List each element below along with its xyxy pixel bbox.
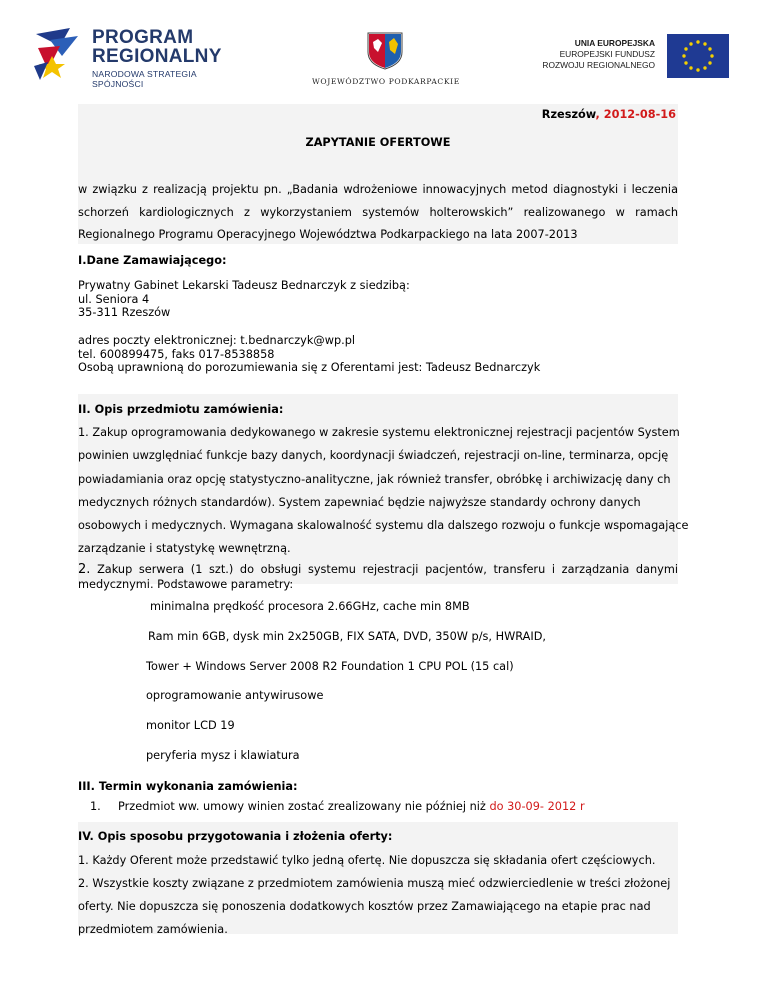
place-name: Rzeszów bbox=[541, 108, 596, 121]
wojewodztwo-caption: WOJEWÓDZTWO PODKARPACKIE bbox=[312, 77, 460, 86]
section2-p1-line: 1. Zakup oprogramowania dedykowanego w zakresie systemu elektronicznej rejestracji pacjentów System bbox=[78, 426, 680, 439]
section4-line: 2. Wszystkie koszty związane z przedmiotem zamówienia muszą mieć odzwierciedlenie w treści złożonej bbox=[78, 877, 671, 890]
section3-item-number: 1. bbox=[90, 800, 101, 813]
section2-p1-line: powinien uwzględniać funkcje bazy danych, koordynacji świadczeń, rejestracji on-line, terminarza, opcję bbox=[78, 449, 669, 462]
section3-heading: III. Termin wykonania zamówienia: bbox=[78, 780, 298, 793]
orderer-phone: tel. 600899475, faks 017-8538858 bbox=[78, 348, 275, 361]
wojewodztwo-logo bbox=[300, 30, 470, 90]
param-item: Ram min 6GB, dysk min 2x250GB, FIX SATA, DVD, 350W p/s, HWRAID, bbox=[148, 630, 546, 643]
section3-item-text: Przedmiot ww. umowy winien zostać zrealizowany nie później niż bbox=[118, 800, 490, 813]
intro-line-2: schorzeń kardiologicznych z wykorzystaniem systemów holterowskich” realizowanego w ramach bbox=[78, 206, 678, 219]
document-date bbox=[542, 107, 676, 122]
eu-logo bbox=[540, 34, 735, 78]
section2-p2-line1: Zakup serwera (1 szt.) do obsługi systemu rejestracji pacjentów, transferu i zarządzania danymi bbox=[97, 563, 679, 576]
coat-of-arms-icon bbox=[365, 30, 405, 70]
orderer-email: adres poczty elektronicznej: t.bednarczyk@wp.pl bbox=[78, 334, 356, 347]
eu-flag-icon bbox=[667, 34, 729, 78]
section2-p1-line: medycznych różnych standardów). System zapewniać będzie najwyższe standardy ochrony danych bbox=[78, 496, 641, 509]
param-item: oprogramowanie antywirusowe bbox=[146, 689, 324, 702]
orderer-street: ul. Seniora 4 bbox=[78, 293, 150, 306]
section2-p1-line: powiadamiania oraz opcję statystyczno-analityczne, jak również transfer, obróbkę i archiwizację dany ch bbox=[78, 473, 671, 486]
document-title: ZAPYTANIE OFERTOWE bbox=[305, 136, 451, 149]
param-item: Tower + Windows Server 2008 R2 Foundation 1 CPU POL (15 cal) bbox=[146, 660, 514, 673]
orderer-city: 35-311 Rzeszów bbox=[78, 306, 171, 319]
section2-p1-line: osobowych i medycznych. Wymagana skalowalność systemu dla dalszego rozwoju o funkcje wspomagające bbox=[78, 519, 689, 532]
eu-line2: EUROPEJSKI FUNDUSZ bbox=[559, 49, 655, 59]
program-line1: PROGRAM bbox=[92, 27, 194, 48]
eu-line3: ROZWOJU REGIONALNEGO bbox=[542, 60, 655, 70]
orderer-name: Prywatny Gabinet Lekarski Tadeusz Bednarczyk z siedzibą: bbox=[78, 279, 410, 292]
section2-p2-line2: medycznymi. Podstawowe parametry: bbox=[78, 578, 294, 591]
section3-deadline: do 30-09- 2012 r bbox=[489, 800, 585, 813]
section2-p2-number: 2. bbox=[78, 562, 91, 577]
program-logo-icon bbox=[30, 26, 88, 84]
section1-heading: I.Dane Zamawiającego: bbox=[78, 254, 227, 267]
intro-line-1: w związku z realizacją projektu pn. „Badania wdrożeniowe innowacyjnych metod diagnostyki i leczenia bbox=[78, 183, 678, 196]
intro-line-3: Regionalnego Programu Operacyjnego Województwa Podkarpackiego na lata 2007-2013 bbox=[78, 228, 578, 241]
program-subtitle: NARODOWA STRATEGIA SPÓJNOŚCI bbox=[92, 69, 197, 89]
section2-heading: II. Opis przedmiotu zamówienia: bbox=[78, 403, 284, 416]
section4-line: przedmiotem zamówienia. bbox=[78, 923, 228, 936]
param-item: peryferia mysz i klawiatura bbox=[146, 749, 300, 762]
orderer-contact: Osobą uprawnioną do porozumiewania się z Oferentami jest: Tadeusz Bednarczyk bbox=[78, 361, 541, 374]
param-item: monitor LCD 19 bbox=[146, 719, 235, 732]
eu-line1: UNIA EUROPEJSKA bbox=[574, 38, 655, 48]
param-item: minimalna prędkość procesora 2.66GHz, cache min 8MB bbox=[150, 600, 470, 613]
date-value: , 2012-08-16 bbox=[595, 108, 676, 121]
section2-p2 bbox=[78, 562, 678, 592]
section3-item bbox=[118, 799, 585, 814]
section4-line: oferty. Nie dopuszcza się ponoszenia dodatkowych kosztów przez Zamawiającego na etapie prac nad bbox=[78, 900, 651, 913]
program-line2: REGIONALNY bbox=[92, 46, 222, 67]
section2-p1-line: zarządzanie i statystykę wewnętrzną. bbox=[78, 542, 291, 555]
section4-heading: IV. Opis sposobu przygotowania i złożenia oferty: bbox=[78, 830, 393, 843]
section4-line: 1. Każdy Oferent może przedstawić tylko jedną ofertę. Nie dopuszcza się składania ofert częściowych. bbox=[78, 854, 656, 867]
shade-top bbox=[78, 104, 678, 244]
program-regionalny-logo bbox=[30, 22, 245, 89]
